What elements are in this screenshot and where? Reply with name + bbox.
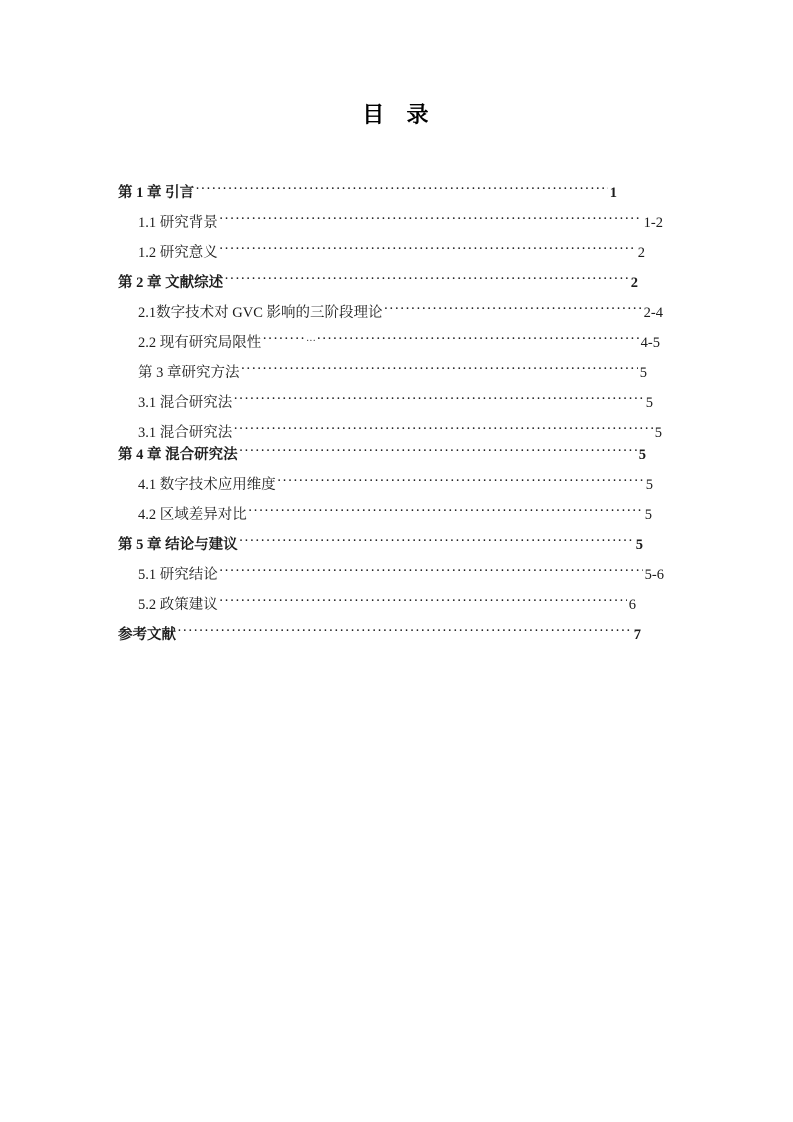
- toc-entry-label: 第 2 章 文献综述: [118, 274, 224, 291]
- toc-entry-page-number: 2-4: [643, 304, 663, 321]
- toc-entry[interactable]: [0, 444, 793, 474]
- toc-entry-page-number: 6: [628, 596, 636, 613]
- toc-entry[interactable]: [0, 182, 793, 212]
- table-of-contents: [0, 182, 793, 654]
- toc-entry-label: 4.2 区域差异对比: [138, 506, 247, 523]
- toc-entry[interactable]: [0, 564, 793, 594]
- toc-dot-leader: [241, 362, 638, 377]
- toc-entry-label: 4.1 数字技术应用维度: [138, 476, 276, 493]
- toc-entry[interactable]: [0, 302, 793, 332]
- toc-entry[interactable]: [0, 392, 793, 422]
- toc-entry-page-number: 1: [609, 184, 617, 201]
- toc-entry-label: 3.1 混合研究法: [138, 394, 233, 411]
- toc-entry-page-number: 5: [654, 424, 662, 441]
- toc-entry[interactable]: [0, 474, 793, 504]
- toc-dot-leader: [384, 302, 642, 317]
- toc-entry-page-number: 2: [630, 274, 638, 291]
- toc-dot-leader: [239, 534, 634, 549]
- toc-entry[interactable]: [0, 212, 793, 242]
- toc-entry-label: 参考文献: [118, 626, 176, 643]
- toc-entry-label: 第 1 章 引言: [118, 184, 195, 201]
- toc-dot-leader: [233, 422, 653, 437]
- page-title-char-2: 录: [406, 102, 431, 127]
- toc-entry-page-number: 7: [633, 626, 641, 643]
- toc-dot-leader: [224, 272, 629, 287]
- toc-entry-page-number: 5: [645, 394, 653, 411]
- toc-entry[interactable]: [0, 272, 793, 302]
- toc-entry-label: 5.2 政策建议: [138, 596, 218, 613]
- toc-entry-label: 3.1 混合研究法: [138, 424, 233, 441]
- toc-entry[interactable]: [0, 422, 793, 444]
- toc-dot-leader: [239, 444, 637, 459]
- toc-entry-page-number: 5: [639, 364, 647, 381]
- toc-entry-label: 1.1 研究背景: [138, 214, 218, 231]
- toc-entry-label: 第 3 章研究方法: [138, 364, 240, 381]
- toc-entry-label: 第 4 章 混合研究法: [118, 446, 238, 463]
- toc-entry-page-number: 5: [638, 446, 646, 463]
- toc-entry-page-number: 5: [645, 476, 653, 493]
- toc-dot-leader: [219, 212, 642, 227]
- toc-entry[interactable]: [0, 504, 793, 534]
- toc-dot-leader: [277, 474, 644, 489]
- toc-dot-leader: [219, 242, 636, 257]
- toc-entry-page-number: 5-6: [644, 566, 664, 583]
- toc-entry[interactable]: [0, 624, 793, 654]
- toc-entry-label: 5.1 研究结论: [138, 566, 218, 583]
- toc-dot-leader: [219, 594, 627, 609]
- toc-entry-page-number: 5: [644, 506, 652, 523]
- toc-entry[interactable]: [0, 534, 793, 564]
- page-title: [0, 98, 793, 129]
- toc-dot-leader: [195, 182, 608, 197]
- toc-entry-label: 2.2 现有研究局限性: [138, 334, 262, 351]
- toc-dot-leader: [233, 392, 644, 407]
- toc-entry-page-number: 4-5: [640, 334, 660, 351]
- toc-entry-page-number: 1-2: [643, 214, 663, 231]
- toc-entry-page-number: 5: [635, 536, 643, 553]
- toc-entry[interactable]: [0, 594, 793, 624]
- toc-dot-leader: [219, 564, 643, 579]
- toc-entry-page-number: 2: [637, 244, 645, 261]
- toc-entry[interactable]: [0, 362, 793, 392]
- toc-dot-leader: [248, 504, 643, 519]
- toc-dot-leader: [177, 624, 632, 639]
- toc-entry-label: 2.1数字技术对 GVC 影响的三阶段理论: [138, 304, 383, 321]
- toc-entry-label: 1.2 研究意义: [138, 244, 218, 261]
- toc-entry[interactable]: [0, 242, 793, 272]
- page-title-char-1: 目: [362, 102, 387, 127]
- toc-entry-label: 第 5 章 结论与建议: [118, 536, 238, 553]
- toc-dot-leader: [262, 332, 638, 347]
- toc-entry[interactable]: [0, 332, 793, 362]
